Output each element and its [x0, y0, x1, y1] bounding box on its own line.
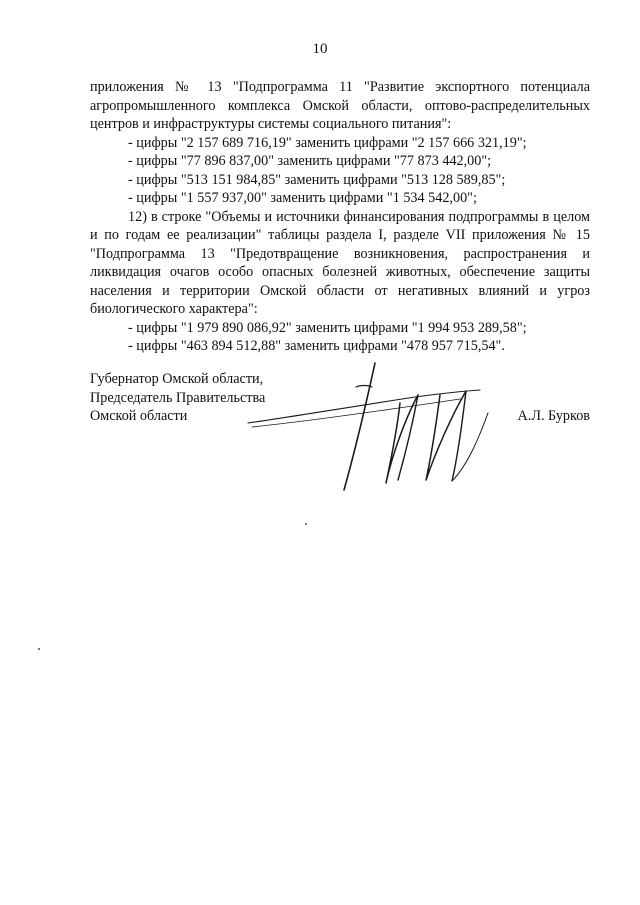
- paragraph-11-continuation: приложения № 13 "Подпрограмма 11 "Развитие экспортного потенциала агропромышленного комплекса Омской области, оптово-распределительных центров и инфраструктуры системы социального питания":: [90, 79, 590, 132]
- signer-name: А.Л. Бурков: [517, 408, 590, 424]
- list-item: - цифры "513 151 984,85" заменить цифрами "513 128 589,85";: [128, 171, 506, 188]
- page-number: 10: [312, 41, 328, 57]
- signature-block: [90, 370, 590, 500]
- signer-title-line: Губернатор Омской области,: [90, 371, 264, 387]
- signer-title: [90, 370, 265, 426]
- list-item: - цифры "1 557 937,00" заменить цифрами "1 534 542,00";: [128, 190, 477, 206]
- signer-title-line: Председатель Правительства: [90, 389, 266, 406]
- scan-speck: [305, 523, 307, 525]
- list-item: - цифры "463 894 512,88" заменить цифрами "478 957 715,54".: [128, 338, 505, 354]
- list-item: - цифры "1 979 890 086,92" заменить цифрами "1 994 953 289,58";: [128, 319, 527, 336]
- list-item: - цифры "77 896 837,00" заменить цифрами "77 873 442,00";: [128, 153, 492, 169]
- signer-title-line: Омской области: [90, 408, 188, 424]
- paragraph-12: 12) в строке "Объемы и источники финансирования подпрограммы в целом и по годам ее реализации" таблицы раздела I, разделе VII приложения № 15 "Подпрограмма 13 "Предотвращение возникновения, распространения и ликвидация очагов особо опасных болезней животных, обеспечение защиты населения и территории Омской области от негативных влияний и угроз биологического характера":: [90, 208, 590, 317]
- document-body: [90, 78, 590, 356]
- handwritten-signature: [240, 355, 510, 505]
- scan-speck: [38, 648, 40, 650]
- list-item: - цифры "2 157 689 716,19" заменить цифрами "2 157 666 321,19";: [128, 134, 527, 151]
